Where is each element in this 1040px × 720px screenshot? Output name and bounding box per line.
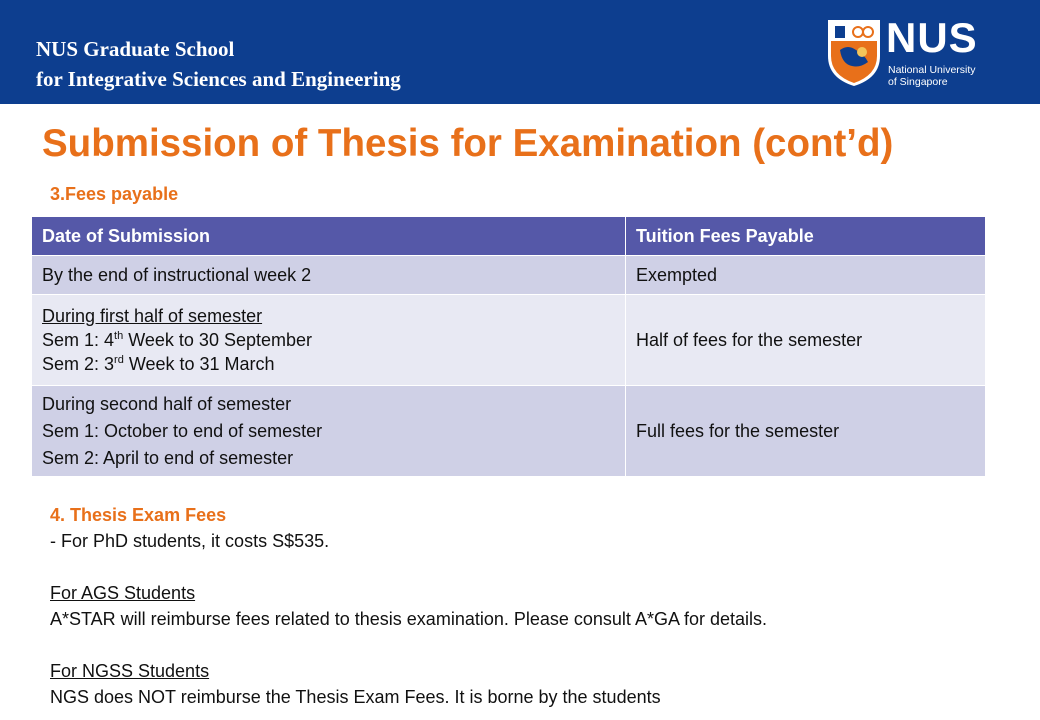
section4 [50,502,767,710]
table-row [32,386,986,477]
row2-line1: During first half of semester [42,306,263,326]
row3-line3: Sem 2: April to end of semester [42,447,294,468]
section3-heading: 3.Fees payable [50,184,179,204]
phd-fee-line: - For PhD students, it costs S$535. [50,531,330,551]
slide-title: Submission of Thesis for Examination (cont’d) [42,122,894,165]
ags-text: A*STAR will reimburse fees related to thesis examination. Please consult A*GA for details. [50,609,768,629]
ngss-heading: For NGSS Students [50,661,210,681]
header-tuition-fees: Tuition Fees Payable [626,217,986,256]
ngss-text: NGS does NOT reimburse the Thesis Exam Fees. It is borne by the students [50,687,661,707]
logo-subtitle-line1: National University [888,64,976,76]
row3-fee: Full fees for the semester [626,386,986,477]
row3-line1: During second half of semester [42,393,292,414]
table-row [32,295,986,386]
fees-table [31,216,986,477]
ags-heading: For AGS Students [50,583,196,603]
header-date-of-submission: Date of Submission [32,217,626,256]
school-name-line1: NUS Graduate School [36,37,235,61]
logo-subtitle-line2: of Singapore [888,76,948,88]
table-row [32,256,986,295]
school-name-line2: for Integrative Sciences and Engineering [36,67,401,91]
logo-wordmark: NUS [886,14,978,61]
nus-logo [826,14,1026,90]
row3-date [32,386,626,477]
header-bar [0,0,1040,104]
row1-fee: Exempted [626,256,986,295]
school-name [36,34,401,94]
row2-date [32,295,626,386]
row2-line3: Sem 2: 3rd Week to 31 March [42,354,275,374]
row3-line2: Sem 1: October to end of semester [42,420,323,441]
logo-subtitle [888,64,976,88]
row1-date: By the end of instructional week 2 [32,256,626,295]
row2-fee: Half of fees for the semester [626,295,986,386]
section4-heading: 4. Thesis Exam Fees [50,505,227,525]
row2-line2: Sem 1: 4th Week to 30 September [42,330,313,350]
nus-crest-icon [826,18,882,88]
table-header-row [32,217,986,256]
